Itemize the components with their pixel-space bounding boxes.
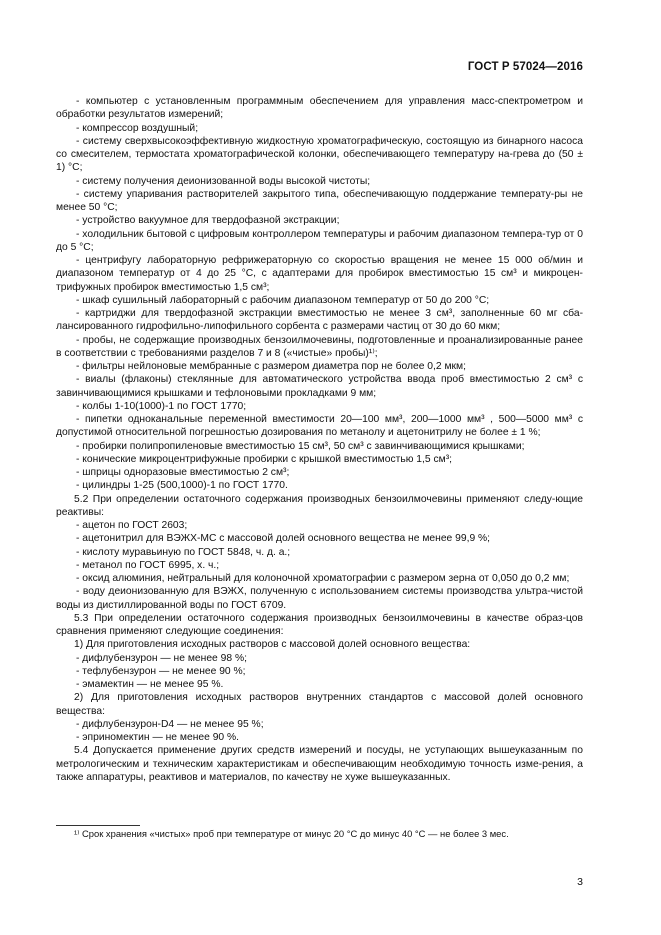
- list-item: - кислоту муравьиную по ГОСТ 5848, ч. д. а.;: [76, 546, 291, 558]
- document-id-header: ГОСТ Р 57024—2016: [467, 61, 583, 73]
- list-item: - эмамектин — не менее 95 %.: [76, 679, 224, 690]
- list-item: - дифлубензурон — не менее 98 %;: [76, 652, 247, 664]
- section-paragraph: 5.3 При определении остаточного содержания производных бензоилмочевины в качестве образ-цов сравнения применяют следующие соединения:: [56, 612, 583, 637]
- list-item: - ацетонитрил для ВЭЖХ-МС с массовой долей основного вещества не менее 99,9 %;: [76, 533, 491, 545]
- list-item: - воду деионизованную для ВЭЖХ, полученную с использованием системы производства ультра-чистой воды из дистиллированной воды по ГОСТ 6709.: [56, 586, 583, 611]
- list-item: - дифлубензурон-D4 — не менее 95 %;: [76, 718, 264, 730]
- list-item: - конические микроцентрифужные пробирки с крышкой вместимостью 1,5 см³;: [76, 453, 452, 465]
- list-item: - ацетон по ГОСТ 2603;: [76, 520, 188, 531]
- list-item: - пробирки полипропиленовые вместимостью 15 см³, 50 см³ с завинчивающимися крышками;: [76, 440, 525, 452]
- footnote-divider: [56, 825, 140, 826]
- subsection-paragraph: 2) Для приготовления исходных растворов внутренних стандартов с массовой долей основного вещества:: [56, 692, 583, 717]
- list-item: - компрессор воздушный;: [76, 122, 199, 134]
- list-item: - шприцы одноразовые вместимостью 2 см³;: [76, 467, 290, 478]
- list-item: - пипетки одноканальные переменной вместимости 20—100 мм³, 200—1000 мм³ , 500—5000 мм³ с допустимой относительной погрешностью дозирования по метанолу и ацетонитрилу не более ± 1 %;: [56, 414, 583, 439]
- list-item: - оксид алюминия, нейтральный для колоночной хроматографии с размером зерна от 0,050 до 0,2 мм;: [76, 573, 570, 584]
- list-item: - колбы 1-10(1000)-1 по ГОСТ 1770;: [76, 400, 247, 412]
- section-paragraph: 5.4 Допускается применение других средств измерений и посуды, не уступающих вышеуказанным по метрологическим и техническим характеристикам и обеспечивающим необходимую точность изме-рения, а также аппаратуры, реактивов и материалов, по качеству не хуже вышеуказанных.: [56, 745, 583, 783]
- document-body: [56, 95, 583, 784]
- list-item: - метанол по ГОСТ 6995, х. ч.;: [76, 559, 220, 571]
- list-item: - систему получения деионизованной воды высокой чистоты;: [76, 175, 371, 187]
- list-item: - картриджи для твердофазной экстракции вместимостью не менее 3 см³, заполненные 60 мг сба-лансированного гидрофильно-липофильного сорбента с размерами частиц от 30 до 60 мкм;: [56, 308, 583, 333]
- list-item: - тефлубензурон — не менее 90 %;: [76, 665, 246, 677]
- list-item: - компьютер с установленным программным обеспечением для управления масс-спектрометром и обработки результатов измерений;: [56, 96, 583, 121]
- list-item: - эприномектин — не менее 90 %.: [76, 732, 240, 743]
- section-paragraph: 5.2 При определении остаточного содержания производных бензоилмочевины применяют следу-ющие реактивы:: [56, 493, 583, 518]
- list-item: - систему сверхвысокоэффективную жидкостную хроматографическую, состоящую из бинарного насоса со смесителем, термостата хроматографической колонки, обеспечивающего температуру на-грева до (50 ± 1) °С;: [56, 135, 583, 174]
- list-item: - холодильник бытовой с цифровым контроллером температуры и рабочим диапазоном темпера-тур от 0 до 5 °С;: [56, 228, 583, 253]
- list-item: - цилиндры 1-25 (500,1000)-1 по ГОСТ 1770.: [76, 480, 288, 492]
- list-item: - виалы (флаконы) стеклянные для автоматического устройства ввода проб вместимостью 2 см³ с завинчивающимися крышками и тефлоновыми прокладками 9 мм;: [56, 374, 583, 399]
- list-item: - систему упаривания растворителей закрытого типа, обеспечивающую поддержание температу-ры не менее 50 °С;: [56, 188, 583, 213]
- list-item: - фильтры нейлоновые мембранные с размером диаметра пор не более 0,2 мкм;: [76, 361, 466, 372]
- list-item: - пробы, не содержащие производных бензоилмочевины, подготовленные и проанализированные ранее в соответствии с требованиями разделов 7 и 8 («чистые» пробы)¹⁾;: [56, 334, 583, 359]
- footnote: ¹⁾ Срок хранения «чистых» проб при температуре от минус 20 °С до минус 40 °С — не более 3 мес.: [74, 828, 509, 839]
- list-item: - устройство вакуумное для твердофазной экстракции;: [76, 215, 340, 227]
- page-number: 3: [577, 876, 583, 888]
- list-item: - шкаф сушильный лабораторный с рабочим диапазоном температур от 50 до 200 °С;: [76, 294, 490, 306]
- list-item: - центрифугу лабораторную рефрижераторную со скоростью вращения не менее 15 000 об/мин и диапазоном температур от 4 до 25 °С, с адаптерами для пробирок вместимостью 15 см³ и микроцен-трифужных пробирок вместимостью 1,5 см³;: [56, 255, 583, 293]
- subsection-paragraph: 1) Для приготовления исходных растворов с массовой долей основного вещества:: [74, 639, 471, 651]
